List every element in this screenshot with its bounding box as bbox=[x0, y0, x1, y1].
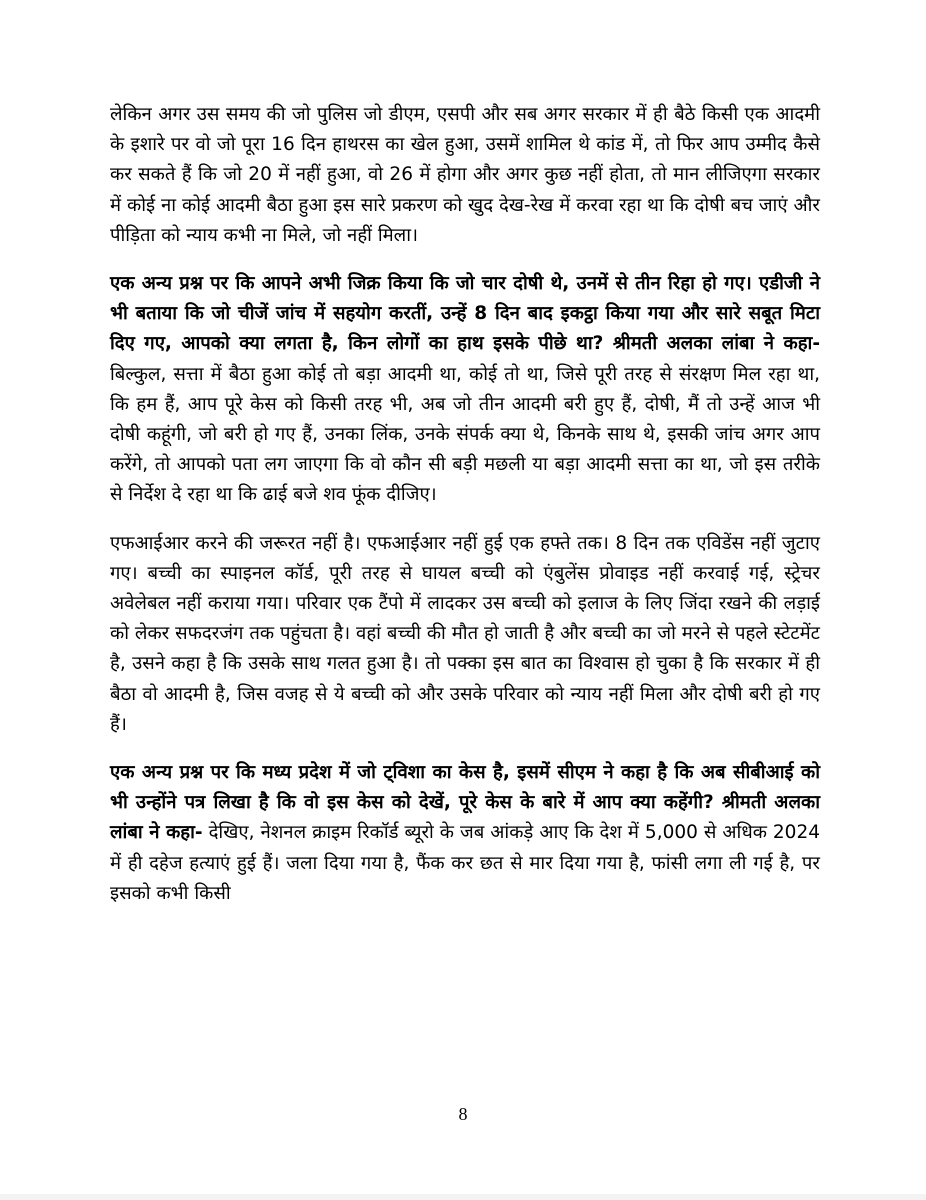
paragraph-2-question: एक अन्य प्रश्न पर कि आपने अभी जिक्र किया कि जो चार दोषी थे, उनमें से तीन रिहा हो गए। एडीजी ने भी बताया कि जो चीजें जांच में सहयोग करतीं, उन्हें 8 दिन बाद इकट्ठा किया गया और सारे सबूत मिटा दिए गए, आपको क्या लगता है, किन लोगों का हाथ इसके पीछे था? श्रीमती अलका लांबा ने कहा- bbox=[110, 273, 820, 355]
page-bottom-edge bbox=[0, 1194, 926, 1200]
paragraph-1 bbox=[110, 100, 820, 251]
paragraph-3 bbox=[110, 529, 820, 740]
paragraph-2-text: बिल्कुल, सत्ता में बैठा हुआ कोई तो बड़ा आदमी था, कोई तो था, जिसे पूरी तरह से संरक्षण मिल रहा था, कि हम हैं, आप पूरे केस को किसी तरह भी, अब जो तीन आदमी बरी हुए हैं, दोषी, मैं तो उन्हें आज भी दोषी कहूंगी, जो बरी हो गए हैं, उनका लिंक, उनके संपर्क क्या थे, किनके साथ थे, इसकी जांच अगर आप करेंगे, तो आपको पता लग जाएगा कि वो कौन सी बड़ी मछली या बड़ा आदमी सत्ता का था, जो इस तरीके से निर्देश दे रहा था कि ढाई बजे शव फूंक दीजिए। bbox=[110, 363, 820, 506]
paragraph-4-question: एक अन्य प्रश्न पर कि मध्य प्रदेश में जो ट्विशा का केस है, इसमें सीएम ने कहा है कि अब सीबीआई को भी उन्होंने पत्र लिखा है कि वो इस केस को देखें, पूरे केस के बारे में आप क्या कहेंगी? श्रीमती अलका लांबा ने कहा- bbox=[110, 762, 820, 844]
paragraph-4 bbox=[110, 758, 820, 909]
document-body bbox=[110, 100, 820, 927]
paragraph-2 bbox=[110, 269, 820, 511]
paragraph-3-text: एफआईआर करने की जरूरत नहीं है। एफआईआर नहीं हुई एक हफ्ते तक। 8 दिन तक एविडेंस नहीं जुटाए गए। बच्ची का स्पाइनल कॉर्ड, पूरी तरह से घायल बच्ची को एंबुलेंस प्रोवाइड नहीं करवाई गई, स्ट्रेचर अवेलेबल नहीं कराया गया। परिवार एक टैंपो में लादकर उस बच्ची को इलाज के लिए जिंदा रखने की लड़ाई को लेकर सफदरजंग तक पहुंचता है। वहां बच्ची की मौत हो जाती है और बच्ची का जो मरने से पहले स्टेटमेंट है, उसने कहा है कि उसके साथ गलत हुआ है। तो पक्का इस बात का विश्वास हो चुका है कि सरकार में ही बैठा वो आदमी है, जिस वजह से ये बच्ची को और उसके परिवार को न्याय नहीं मिला और दोषी बरी हो गए हैं। bbox=[110, 532, 820, 735]
paragraph-4-text: देखिए, नेशनल क्राइम रिकॉर्ड ब्यूरो के जब आंकड़े आए कि देश में 5,000 से अधिक 2024 में ही दहेज हत्याएं हुई हैं। जला दिया गया है, फैंक कर छत से मार दिया गया है, फांसी लगा ली गई है, पर इसको कभी किसी bbox=[110, 822, 820, 904]
page-number: 8 bbox=[458, 1104, 468, 1124]
paragraph-1-text: लेकिन अगर उस समय की जो पुलिस जो डीएम, एसपी और सब अगर सरकार में ही बैठे किसी एक आदमी के इशारे पर वो जो पूरा 16 दिन हाथरस का खेल हुआ, उसमें शामिल थे कांड में, तो फिर आप उम्मीद कैसे कर सकते हैं कि जो 20 में नहीं हुआ, वो 26 में होगा और अगर कुछ नहीं होता, तो मान लीजिएगा सरकार में कोई ना कोई आदमी बैठा हुआ इस सारे प्रकरण को खुद देख-रेख में करवा रहा था कि दोषी बच जाएं और पीड़िता को न्याय कभी ना मिले, जो नहीं मिला। bbox=[110, 104, 820, 246]
